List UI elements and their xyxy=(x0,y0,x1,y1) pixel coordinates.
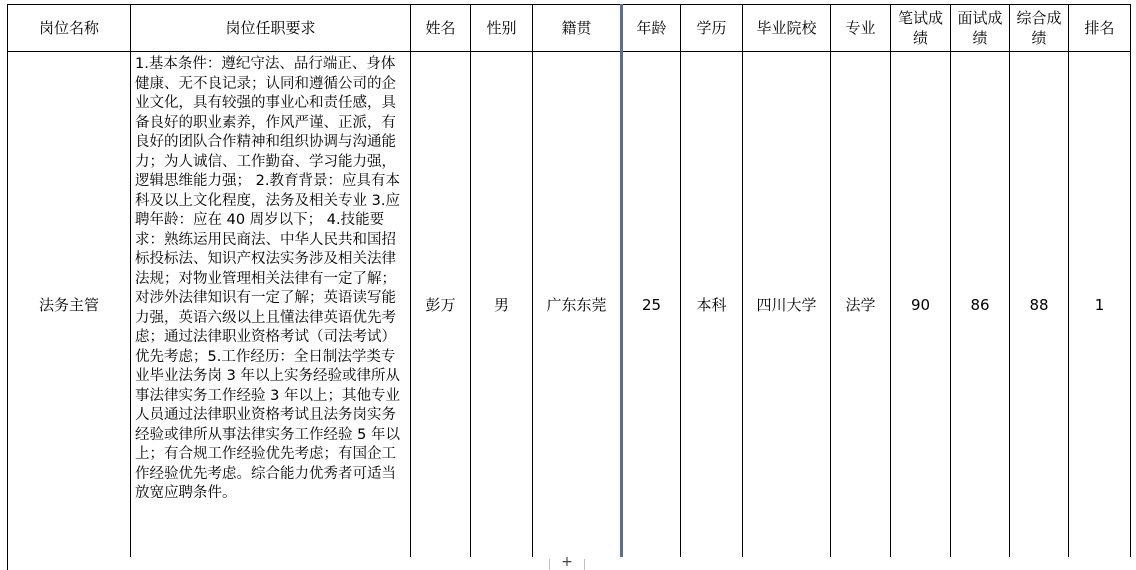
cell-total[interactable] xyxy=(1010,52,1069,558)
written-value: 90 xyxy=(910,295,931,314)
header-cell-name[interactable] xyxy=(411,5,471,52)
header-rank-label: 排名 xyxy=(1084,19,1115,37)
candidate-table xyxy=(7,4,1131,558)
position-value: 法务主管 xyxy=(38,296,99,314)
header-name-label: 姓名 xyxy=(425,19,456,37)
header-school-label: 毕业院校 xyxy=(756,19,817,37)
header-cell-major[interactable] xyxy=(831,5,891,52)
header-education-label: 学历 xyxy=(696,19,727,37)
sheet-tab-bar xyxy=(0,554,1136,570)
cell-name[interactable] xyxy=(411,52,471,558)
table-row xyxy=(8,52,1131,558)
cell-rank[interactable] xyxy=(1069,52,1131,558)
cell-position[interactable] xyxy=(8,52,131,558)
header-cell-requirements[interactable] xyxy=(131,5,411,52)
header-requirements-label: 岗位任职要求 xyxy=(225,19,316,37)
header-total-label: 综合成绩 xyxy=(1016,9,1062,47)
origin-value: 广东东莞 xyxy=(546,296,607,314)
tab-divider-left xyxy=(549,559,550,570)
header-cell-gender[interactable] xyxy=(471,5,533,52)
cell-school[interactable] xyxy=(743,52,831,558)
header-gender-label: 性别 xyxy=(486,19,517,37)
age-value: 25 xyxy=(641,295,662,314)
spreadsheet-area xyxy=(7,4,1130,558)
sheet-left-edge xyxy=(7,557,8,570)
header-major-label: 专业 xyxy=(845,19,876,37)
header-cell-written[interactable] xyxy=(891,5,951,52)
header-origin-label: 籍贯 xyxy=(561,19,592,37)
cell-gender[interactable] xyxy=(471,52,533,558)
header-cell-age[interactable] xyxy=(622,5,681,52)
header-cell-rank[interactable] xyxy=(1069,5,1131,52)
cell-origin[interactable] xyxy=(533,52,622,558)
header-position-label: 岗位名称 xyxy=(38,19,99,37)
gender-value: 男 xyxy=(493,296,509,314)
header-interview-label: 面试成绩 xyxy=(957,9,1003,47)
header-cell-origin[interactable] xyxy=(533,5,622,52)
cell-education[interactable] xyxy=(681,52,743,558)
right-edge xyxy=(1131,0,1136,557)
cell-written[interactable] xyxy=(891,52,951,558)
header-cell-total[interactable] xyxy=(1010,5,1069,52)
header-age-label: 年龄 xyxy=(636,19,667,37)
interview-value: 86 xyxy=(970,295,990,314)
name-value: 彭万 xyxy=(425,296,456,314)
education-value: 本科 xyxy=(696,296,727,314)
cell-requirements[interactable] xyxy=(131,52,411,558)
header-written-label: 笔试成绩 xyxy=(897,9,943,47)
cell-major[interactable] xyxy=(831,52,891,558)
header-cell-position[interactable] xyxy=(8,5,131,52)
header-row xyxy=(8,5,1131,52)
cell-age[interactable] xyxy=(622,52,681,558)
total-value: 88 xyxy=(1029,295,1049,314)
rank-value: 1 xyxy=(1094,295,1105,314)
header-cell-school[interactable] xyxy=(743,5,831,52)
header-cell-interview[interactable] xyxy=(951,5,1010,52)
major-value: 法学 xyxy=(845,296,876,314)
plus-icon[interactable]: + xyxy=(561,554,573,570)
tab-divider-right xyxy=(584,559,585,570)
school-value: 四川大学 xyxy=(756,296,817,314)
cell-interview[interactable] xyxy=(951,52,1010,558)
requirements-value: 1.基本条件：遵纪守法、品行端正、身体健康、无不良记录；认同和遵循公司的企业文化，具有较强的事业心和责任感，具备良好的职业素养，作风严谨、正派，有良好的团队合作精神和组织协调与沟通能力；为人诚信、工作勤奋、学习能力强，逻辑思维能力强； 2.教育背景：应具有本科及以上文化程度，法务及相关专业 3.应聘年龄：应在 40 周岁以下； 4.技能要求：熟练运用民商法、中华人民共和国招标投标法、知识产权法实务涉及相关法律法规；对物业管理相关法律有一定了解；对涉外法律知识有一定了解；英语读写能力强，英语六级以上且懂法律英语优先考虑；通过法律职业资格考试（司法考试）优先考虑；5.工作经历：全日制法学类专业毕业法务岗 3 年以上实务经验或律所从事法律实务工作经验 3 年以上；其他专业人员通过法律职业资格考试且法务岗实务经验或律所从事法律实务工作经验 5 年以上；有合规工作经验优先考虑；有国企工作经验优先考虑。综合能力优秀者可适当放宽应聘条件。 xyxy=(135,56,400,501)
header-cell-education[interactable] xyxy=(681,5,743,52)
